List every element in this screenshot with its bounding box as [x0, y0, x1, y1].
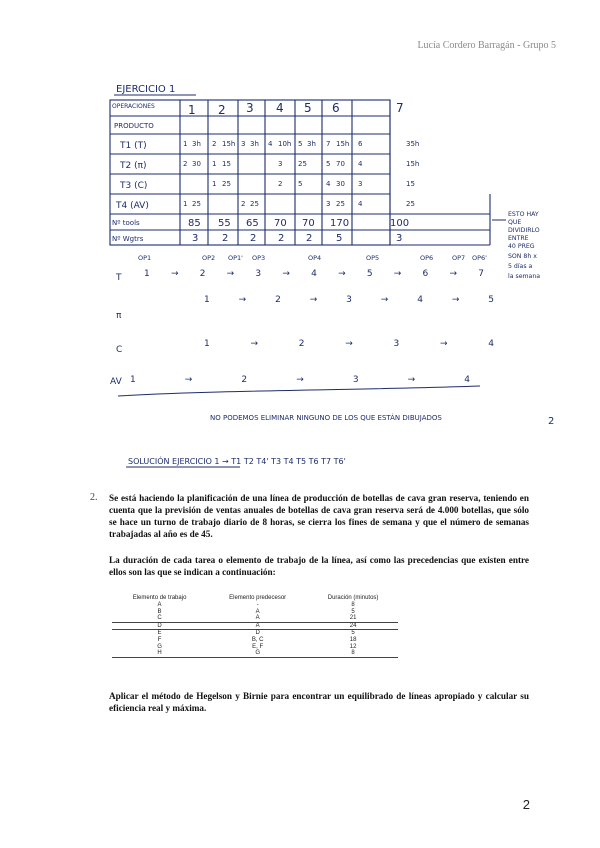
table-row: H G 8: [112, 650, 398, 657]
svg-text:30: 30: [336, 180, 345, 188]
svg-text:6: 6: [358, 140, 363, 148]
svg-text:T3 (C): T3 (C): [120, 181, 148, 191]
svg-text:30: 30: [192, 160, 201, 168]
svg-text:4: 4: [326, 180, 331, 188]
svg-text:1: 1: [188, 103, 196, 117]
svg-text:3h: 3h: [250, 140, 259, 148]
table-row: D A 24: [112, 622, 398, 630]
svg-text:3h: 3h: [307, 140, 316, 148]
svg-text:4: 4: [358, 160, 363, 168]
svg-text:SOLUCIÓN EJERCICIO 1 → T1 T2 T: SOLUCIÓN EJERCICIO 1 → T1 T2 T4' T3 T4 T5 T6 T7 T6': [128, 457, 346, 466]
page-header: Lucía Cordero Barragán - Grupo 5: [417, 40, 556, 51]
svg-text:5: 5: [298, 180, 303, 188]
svg-text:1 → 2 → 3 → 4 → 5: 1 → 2 → 3 → 4 → 5: [204, 295, 494, 305]
svg-text:7: 7: [326, 140, 331, 148]
table-row: E D 5: [112, 630, 398, 637]
svg-text:PRODUCTO: PRODUCTO: [114, 122, 154, 130]
svg-text:65: 65: [246, 218, 259, 229]
svg-text:2: 2: [250, 233, 257, 244]
svg-text:OP6: OP6: [420, 254, 434, 262]
svg-text:OP3: OP3: [252, 254, 266, 262]
svg-text:3: 3: [396, 233, 403, 244]
table-row: G E, F 12: [157, 643, 357, 650]
svg-text:OP6': OP6': [472, 254, 487, 262]
svg-text:ESTO HAY: ESTO HAY: [508, 211, 539, 218]
svg-text:3: 3: [246, 101, 254, 115]
svg-text:15: 15: [406, 180, 415, 188]
svg-text:SON 8h x: SON 8h x: [508, 253, 537, 260]
svg-text:2: 2: [212, 140, 217, 148]
svg-text:OP1': OP1': [228, 254, 243, 262]
svg-text:DIVIDIRLO: DIVIDIRLO: [508, 227, 540, 234]
svg-text:T2 (π): T2 (π): [120, 161, 147, 171]
svg-text:170: 170: [330, 218, 350, 229]
svg-text:15h: 15h: [222, 140, 236, 148]
svg-text:3: 3: [241, 140, 246, 148]
svg-text:25: 25: [406, 200, 415, 208]
svg-text:NO PODEMOS ELIMINAR NINGUNO DE: NO PODEMOS ELIMINAR NINGUNO DE LOS QUE ESTÁN DIBUJADOS: [210, 414, 442, 422]
svg-text:85: 85: [188, 218, 201, 229]
svg-text:3: 3: [358, 180, 363, 188]
svg-text:π: π: [116, 311, 122, 321]
svg-text:1: 1: [212, 160, 217, 168]
svg-text:1: 1: [183, 200, 188, 208]
svg-text:C: C: [116, 345, 123, 355]
svg-text:1 → 2 → 3 → 4: 1 → 2 → 3 → 4: [130, 375, 470, 385]
page-number: 2: [522, 797, 530, 812]
svg-text:7: 7: [396, 101, 404, 115]
table-header: Duración (minutos): [327, 594, 379, 601]
table-row: B A 5: [157, 608, 355, 615]
svg-text:3h: 3h: [192, 140, 201, 148]
svg-text:4: 4: [276, 101, 284, 115]
svg-text:3: 3: [192, 233, 199, 244]
svg-text:2: 2: [222, 233, 229, 244]
problem-intro-table: La duración de cada tarea o elemento de trabajo de la línea, así como las precedencias que existen entre ellos son las que se indican a continuación:: [109, 555, 529, 577]
svg-text:1: 1: [183, 140, 188, 148]
svg-text:4: 4: [358, 200, 363, 208]
handwritten-exercise-image: [100, 78, 570, 478]
svg-text:2: 2: [548, 416, 555, 427]
svg-text:5: 5: [336, 233, 343, 244]
svg-text:35h: 35h: [406, 140, 420, 148]
svg-text:OP5: OP5: [366, 254, 380, 262]
svg-text:2: 2: [278, 233, 285, 244]
svg-text:T1 (T): T1 (T): [120, 141, 147, 151]
svg-text:5 días a: 5 días a: [508, 263, 533, 270]
svg-text:OP1: OP1: [138, 254, 152, 262]
svg-text:OP7: OP7: [452, 254, 466, 262]
problem-number: 2.: [90, 492, 98, 503]
svg-text:25: 25: [298, 160, 307, 168]
svg-text:15h: 15h: [406, 160, 420, 168]
exercise-title: EJERCICIO 1: [116, 84, 176, 95]
svg-text:Nº tools: Nº tools: [112, 219, 140, 227]
svg-text:25: 25: [222, 180, 231, 188]
svg-text:1 → 2 → 3 → 4 → 5 → 6 → 7: 1 → 2 → 3 → 4 → 5 → 6 → 7: [144, 269, 484, 279]
svg-text:15h: 15h: [336, 140, 350, 148]
svg-text:25: 25: [250, 200, 259, 208]
svg-text:OP2: OP2: [202, 254, 216, 262]
precedence-table: [112, 593, 398, 658]
svg-text:T: T: [116, 273, 122, 283]
svg-text:3: 3: [326, 200, 331, 208]
svg-text:25: 25: [336, 200, 345, 208]
svg-text:1: 1: [212, 180, 217, 188]
problem-task: Aplicar el método de Hegelson y Birnie para encontrar un equilibrado de líneas apropiado y calcular su eficiencia real y máxima.: [109, 691, 529, 713]
svg-text:40 PREG: 40 PREG: [508, 243, 535, 250]
table-header: Elemento predecesor: [229, 594, 287, 601]
problem-statement: Se está haciendo la planificación de una línea de producción de botellas de cava gran reserva, teniendo en cuenta que la previsión de ventas anuales de botellas de cava gran reserva será de 4.000 botellas, que sólo se hace un turno de trabajo diario de 8 horas, se cierra los fines de semana y que el número de semanas trabajadas al año es de 45.: [109, 493, 529, 539]
svg-text:70: 70: [302, 218, 315, 229]
table-row: C A 21: [157, 615, 357, 622]
svg-text:4: 4: [268, 140, 273, 148]
svg-text:5: 5: [326, 160, 331, 168]
svg-text:OP4: OP4: [308, 254, 322, 262]
svg-text:25: 25: [192, 200, 201, 208]
svg-text:5: 5: [304, 101, 312, 115]
svg-text:70: 70: [274, 218, 287, 229]
svg-text:6: 6: [332, 101, 340, 115]
table-row: F B, C 18: [157, 636, 357, 643]
svg-text:10h: 10h: [278, 140, 292, 148]
svg-text:55: 55: [218, 218, 231, 229]
svg-text:AV: AV: [110, 377, 122, 387]
svg-text:2: 2: [183, 160, 188, 168]
svg-text:ENTRE: ENTRE: [508, 235, 529, 242]
table-row: A - 8: [157, 602, 355, 608]
svg-text:100: 100: [390, 218, 410, 229]
svg-text:3: 3: [278, 160, 283, 168]
svg-text:Nº Wgtrs: Nº Wgtrs: [112, 235, 144, 243]
svg-text:2: 2: [278, 180, 283, 188]
svg-text:OPERACIONES: OPERACIONES: [112, 103, 155, 110]
table-header: Elemento de trabajo: [132, 594, 187, 601]
svg-text:QUE: QUE: [508, 219, 522, 226]
svg-text:5: 5: [298, 140, 303, 148]
svg-text:1 → 2 → 3 → 4: 1 → 2 → 3 → 4: [204, 339, 494, 349]
svg-text:70: 70: [336, 160, 345, 168]
svg-text:la semana: la semana: [508, 273, 541, 280]
svg-text:15: 15: [222, 160, 231, 168]
svg-text:2: 2: [218, 103, 226, 117]
svg-text:2: 2: [306, 233, 313, 244]
svg-text:T4 (AV): T4 (AV): [116, 201, 149, 211]
svg-text:2: 2: [241, 200, 246, 208]
